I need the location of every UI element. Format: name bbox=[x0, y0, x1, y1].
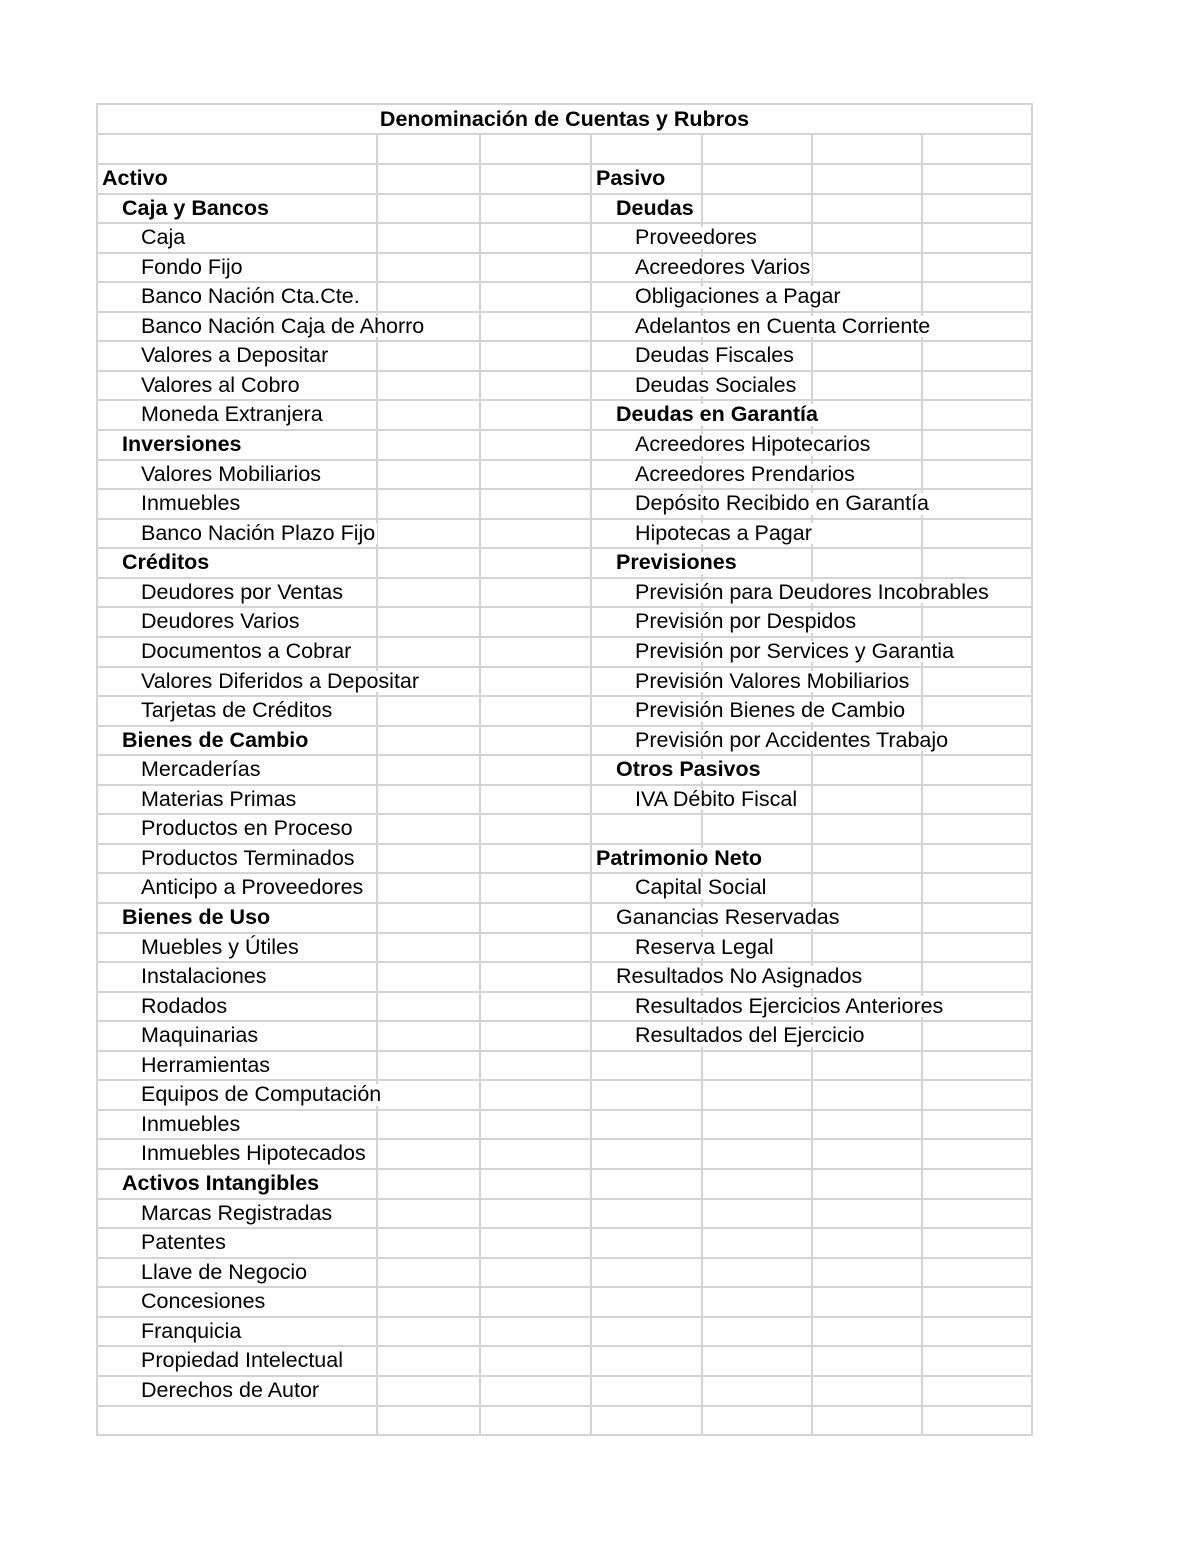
activo-account-row: Productos Terminados bbox=[141, 845, 355, 870]
grid-row-line bbox=[96, 666, 1033, 668]
pasivo-account-row: Hipotecas a Pagar bbox=[635, 520, 812, 545]
activo-account-row: Banco Nación Cta.Cte. bbox=[141, 284, 360, 309]
grid-row-line bbox=[96, 1138, 1033, 1140]
sheet-title: Denominación de Cuentas y Rubros bbox=[379, 107, 750, 131]
activo-account-row: Concesiones bbox=[141, 1289, 266, 1314]
grid-row-line bbox=[96, 813, 1033, 815]
grid-row-line bbox=[96, 1198, 1033, 1200]
grid-row-line bbox=[96, 725, 1033, 727]
pasivo-account-row: Ganancias Reservadas bbox=[616, 905, 840, 929]
pasivo-account-row: Capital Social bbox=[635, 875, 767, 900]
grid-row-line bbox=[96, 1109, 1033, 1111]
grid-row-line bbox=[96, 872, 1033, 874]
pasivo-account-row: Proveedores bbox=[635, 225, 757, 250]
activo-account-row: Caja bbox=[141, 225, 186, 250]
grid-row-line bbox=[96, 1434, 1033, 1436]
grid-row-line bbox=[96, 222, 1033, 224]
activo-account-row: Inmuebles bbox=[141, 1111, 241, 1136]
activo-account-row: Maquinarias bbox=[141, 1023, 259, 1048]
grid-border-line bbox=[96, 103, 98, 1435]
activo-account-row: Bienes de Uso bbox=[122, 905, 271, 929]
activo-account-row: Banco Nación Plazo Fijo bbox=[141, 520, 376, 545]
activo-account-row: Rodados bbox=[141, 993, 228, 1018]
pasivo-account-row: Deudas bbox=[616, 195, 694, 220]
grid-row-line bbox=[96, 784, 1033, 786]
activo-account-row: Deudores por Ventas bbox=[141, 579, 343, 604]
activo-account-row: Mercaderías bbox=[141, 757, 261, 782]
activo-account-row: Activos Intangibles bbox=[122, 1171, 320, 1196]
pasivo-account-row: Deudas Fiscales bbox=[635, 343, 794, 368]
grid-row-line bbox=[96, 133, 1033, 135]
activo-account-row: Anticipo a Proveedores bbox=[141, 875, 364, 900]
activo-account-row: Valores al Cobro bbox=[141, 372, 300, 397]
grid-row-line bbox=[96, 488, 1033, 490]
pasivo-account-row: Otros Pasivos bbox=[616, 757, 761, 782]
grid-row-line bbox=[96, 577, 1033, 579]
activo-account-row: Equipos de Computación bbox=[141, 1082, 382, 1107]
activo-account-row: Valores a Depositar bbox=[141, 343, 329, 368]
pasivo-account-row: Pasivo bbox=[596, 166, 666, 190]
activo-account-row: Derechos de Autor bbox=[141, 1377, 320, 1402]
grid-row-line bbox=[96, 1050, 1033, 1052]
pasivo-account-row: Reserva Legal bbox=[635, 934, 774, 959]
grid-row-line bbox=[96, 281, 1033, 283]
activo-account-row: Muebles y Útiles bbox=[141, 934, 299, 959]
grid-row-line bbox=[96, 459, 1033, 461]
grid-row-line bbox=[96, 1286, 1033, 1288]
grid-row-line bbox=[96, 606, 1033, 608]
pasivo-account-row: Previsión por Accidentes Trabajo bbox=[635, 727, 949, 752]
grid-column-line bbox=[479, 133, 481, 1435]
pasivo-account-row: Obligaciones a Pagar bbox=[635, 284, 841, 309]
pasivo-account-row: Previsiones bbox=[616, 550, 737, 575]
activo-account-row: Productos en Proceso bbox=[141, 816, 353, 841]
grid-row-line bbox=[96, 1020, 1033, 1022]
activo-account-row: Tarjetas de Créditos bbox=[141, 698, 333, 723]
activo-account-row: Activo bbox=[102, 166, 168, 190]
grid-row-line bbox=[96, 1316, 1033, 1318]
grid-row-line bbox=[96, 1227, 1033, 1229]
activo-account-row: Banco Nación Caja de Ahorro bbox=[141, 313, 425, 338]
pasivo-account-row: Deudas en Garantía bbox=[616, 402, 818, 427]
pasivo-account-row: Previsión para Deudores Incobrables bbox=[635, 579, 989, 604]
grid-row-line bbox=[96, 518, 1033, 520]
grid-row-line bbox=[96, 1257, 1033, 1259]
activo-account-row: Marcas Registradas bbox=[141, 1200, 333, 1225]
grid-row-line bbox=[96, 193, 1033, 195]
grid-row-line bbox=[96, 843, 1033, 845]
activo-account-row: Inmuebles bbox=[141, 491, 241, 516]
activo-account-row: Caja y Bancos bbox=[122, 195, 269, 220]
grid-row-line bbox=[96, 399, 1033, 401]
grid-row-line bbox=[96, 961, 1033, 963]
grid-row-line bbox=[96, 902, 1033, 904]
activo-account-row: Valores Diferidos a Depositar bbox=[141, 668, 420, 693]
pasivo-account-row: Depósito Recibido en Garantía bbox=[635, 491, 930, 516]
grid-row-line bbox=[96, 1375, 1033, 1377]
activo-account-row: Herramientas bbox=[141, 1052, 271, 1077]
grid-row-line bbox=[96, 1168, 1033, 1170]
grid-column-line bbox=[590, 133, 592, 1435]
grid-row-line bbox=[96, 754, 1033, 756]
grid-row-line bbox=[96, 340, 1033, 342]
grid-row-line bbox=[96, 163, 1033, 165]
grid-row-line bbox=[96, 1405, 1033, 1407]
pasivo-account-row: Resultados Ejercicios Anteriores bbox=[635, 993, 944, 1018]
activo-account-row: Patentes bbox=[141, 1230, 226, 1255]
activo-account-row: Documentos a Cobrar bbox=[141, 638, 352, 663]
activo-account-row: Inversiones bbox=[122, 432, 242, 457]
activo-account-row: Materias Primas bbox=[141, 786, 297, 811]
pasivo-account-row: Patrimonio Neto bbox=[596, 845, 763, 870]
grid-row-line bbox=[96, 311, 1033, 313]
grid-row-line bbox=[96, 103, 1033, 105]
activo-account-row: Moneda Extranjera bbox=[141, 402, 323, 427]
pasivo-account-row: Previsión por Services y Garantia bbox=[635, 638, 955, 663]
activo-account-row: Inmuebles Hipotecados bbox=[141, 1141, 366, 1166]
pasivo-account-row: Adelantos en Cuenta Corriente bbox=[635, 313, 931, 338]
pasivo-account-row: Resultados del Ejercicio bbox=[635, 1023, 865, 1048]
pasivo-account-row: Resultados No Asignados bbox=[616, 964, 863, 989]
activo-account-row: Franquicia bbox=[141, 1318, 242, 1343]
activo-account-row: Valores Mobiliarios bbox=[141, 461, 322, 486]
grid-row-line bbox=[96, 932, 1033, 934]
activo-account-row: Propiedad Intelectual bbox=[141, 1348, 344, 1373]
pasivo-account-row: Acreedores Varios bbox=[635, 254, 811, 279]
pasivo-account-row: Previsión por Despidos bbox=[635, 609, 857, 634]
pasivo-account-row: IVA Débito Fiscal bbox=[635, 786, 798, 811]
grid-row-line bbox=[96, 1345, 1033, 1347]
grid-border-line bbox=[1031, 103, 1033, 1435]
grid-row-line bbox=[96, 991, 1033, 993]
grid-row-line bbox=[96, 636, 1033, 638]
grid-row-line bbox=[96, 547, 1033, 549]
grid-row-line bbox=[96, 429, 1033, 431]
activo-account-row: Bienes de Cambio bbox=[122, 727, 309, 752]
pasivo-account-row: Acreedores Prendarios bbox=[635, 461, 855, 486]
spreadsheet bbox=[96, 103, 1033, 1435]
pasivo-account-row: Previsión Valores Mobiliarios bbox=[635, 668, 910, 693]
activo-account-row: Instalaciones bbox=[141, 964, 267, 989]
pasivo-account-row: Previsión Bienes de Cambio bbox=[635, 698, 906, 723]
activo-account-row: Fondo Fijo bbox=[141, 254, 243, 279]
grid-row-line bbox=[96, 370, 1033, 372]
pasivo-account-row: Acreedores Hipotecarios bbox=[635, 432, 871, 457]
activo-account-row: Llave de Negocio bbox=[141, 1259, 308, 1284]
grid-row-line bbox=[96, 695, 1033, 697]
activo-account-row: Deudores Varios bbox=[141, 609, 300, 634]
grid-row-line bbox=[96, 252, 1033, 254]
grid-row-line bbox=[96, 1079, 1033, 1081]
activo-account-row: Créditos bbox=[122, 550, 210, 575]
pasivo-account-row: Deudas Sociales bbox=[635, 372, 797, 397]
